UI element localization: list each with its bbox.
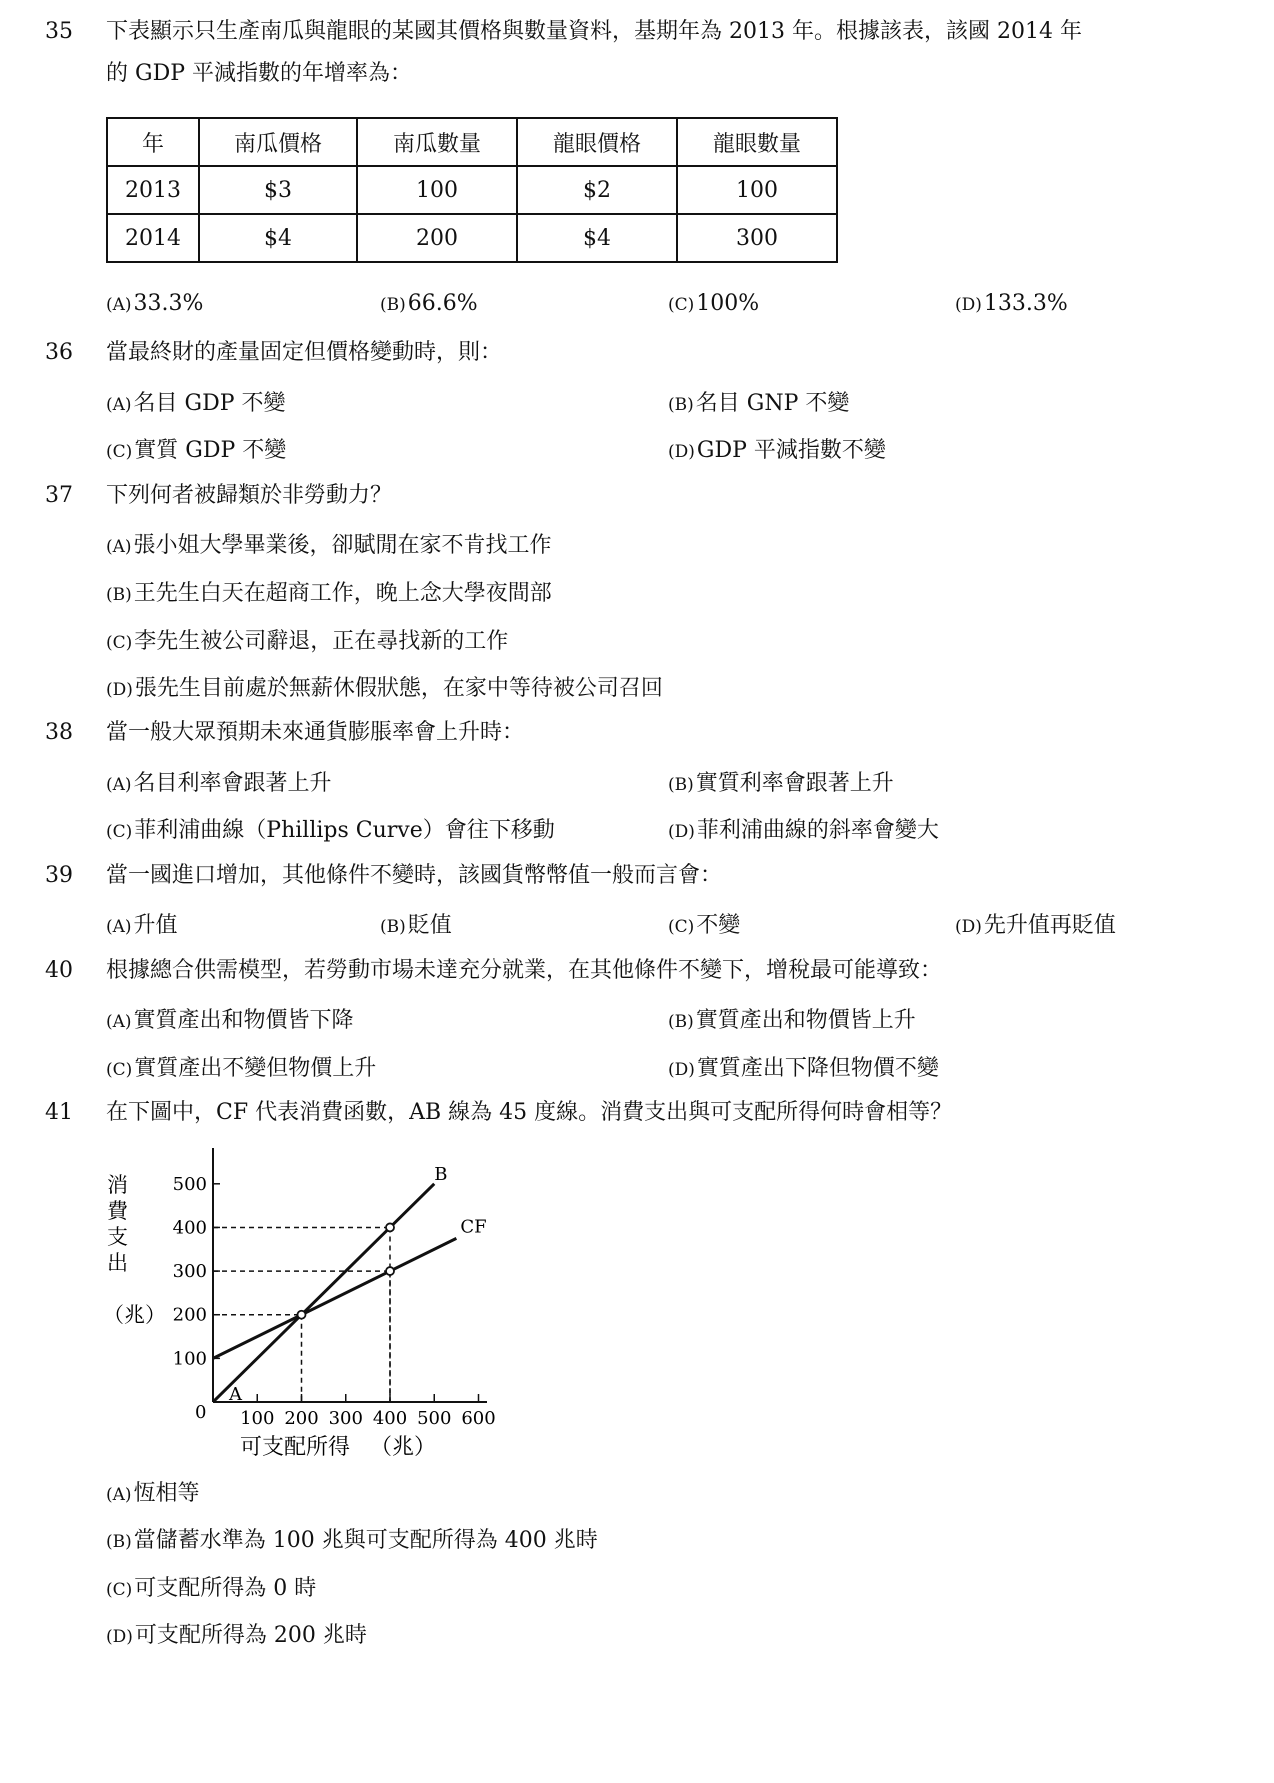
series-line-b — [213, 1184, 434, 1402]
y-tick-label: 300 — [172, 1261, 207, 1283]
option-text: 李先生被公司辭退，正在尋找新的工作 — [134, 629, 509, 654]
question-text: 根據總合供需模型，若勞動市場未達充分就業，在其他條件不變下，增稅最可能導致： — [106, 958, 943, 983]
option-label: (B) — [106, 1532, 132, 1552]
option-b[interactable] — [668, 386, 849, 417]
option-d[interactable] — [106, 671, 663, 702]
option-label: (A) — [106, 917, 132, 937]
option-b[interactable] — [380, 291, 478, 316]
table-row — [107, 166, 837, 214]
option-text: 名目利率會跟著上升 — [133, 771, 332, 796]
option-c[interactable] — [668, 291, 759, 316]
option-label: (D) — [106, 680, 133, 700]
option-c[interactable] — [106, 813, 555, 844]
question-number: 39 — [45, 863, 73, 888]
option-label: (B) — [106, 585, 132, 605]
option-b[interactable] — [380, 908, 452, 939]
option-text: 實質產出下降但物價不變 — [696, 1056, 939, 1081]
x-tick-label: 200 — [284, 1408, 319, 1429]
option-a[interactable] — [106, 1476, 200, 1507]
marked-point — [386, 1223, 394, 1231]
option-text: 名目 GNP 不變 — [695, 391, 850, 416]
option-b[interactable] — [106, 576, 552, 607]
table-cell: $4 — [517, 214, 677, 262]
option-text: 菲利浦曲線（Phillips Curve）會往下移動 — [134, 818, 555, 843]
y-tick-label: 500 — [172, 1173, 207, 1195]
option-d[interactable] — [668, 813, 939, 844]
table-row — [107, 214, 837, 262]
option-label: (C) — [106, 1060, 133, 1080]
x-axis-unit: （兆） — [370, 1435, 437, 1460]
option-label: (B) — [668, 1012, 694, 1032]
option-label: (B) — [668, 775, 694, 795]
origin-label: 0 — [195, 1402, 207, 1423]
option-c[interactable] — [106, 1051, 376, 1082]
option-label: (C) — [668, 917, 695, 937]
option-label: (B) — [668, 395, 694, 415]
option-a[interactable] — [106, 766, 332, 797]
option-label: (A) — [106, 1485, 132, 1505]
option-text: 實質產出和物價皆上升 — [695, 1008, 916, 1033]
x-tick-label: 600 — [461, 1408, 496, 1429]
option-label: (A) — [106, 537, 132, 557]
option-d[interactable] — [106, 1618, 367, 1649]
table-cell: 100 — [677, 166, 837, 214]
option-text: 當儲蓄水準為 100 兆與可支配所得為 400 兆時 — [133, 1528, 598, 1553]
question-text-line: 下表顯示只生產南瓜與龍眼的某國其價格與數量資料，基期年為 2013 年。根據該表，該國 2014 年 — [106, 19, 1082, 44]
table-cell: 300 — [677, 214, 837, 262]
option-text: 不變 — [696, 913, 741, 938]
option-text: 菲利浦曲線的斜率會變大 — [696, 818, 939, 843]
axis-ticks — [173, 1174, 496, 1429]
y-axis-label-char: 支 — [107, 1225, 128, 1249]
option-d[interactable] — [955, 291, 1068, 316]
option-c[interactable] — [106, 433, 286, 464]
consumption-function-chart — [95, 1140, 515, 1480]
y-axis-label — [107, 1173, 129, 1275]
option-text: 王先生白天在超商工作，晚上念大學夜間部 — [133, 581, 552, 606]
option-a[interactable] — [106, 528, 552, 559]
option-d[interactable] — [668, 433, 886, 464]
question-number: 38 — [45, 720, 73, 745]
table-cell: 2014 — [107, 214, 199, 262]
question-text: 當一國進口增加，其他條件不變時，該國貨幣幣值一般而言會： — [106, 863, 723, 888]
question-text — [106, 17, 1246, 89]
option-c[interactable] — [668, 908, 740, 939]
option-text: 名目 GDP 不變 — [133, 391, 286, 416]
question-text: 在下圖中，CF 代表消費函數，AB 線為 45 度線。消費支出與可支配所得何時會相等？ — [106, 1100, 953, 1125]
question-number: 41 — [45, 1100, 73, 1125]
y-axis-label-char: 消 — [107, 1173, 128, 1197]
option-text: 張先生目前處於無薪休假狀態，在家中等待被公司召回 — [134, 676, 663, 701]
option-label: (C) — [668, 295, 695, 315]
x-tick-label: 400 — [372, 1408, 408, 1429]
option-text: 恆相等 — [133, 1481, 200, 1506]
table-header-cell: 年 — [107, 118, 199, 166]
series-label: CF — [460, 1216, 487, 1238]
option-text: 33.3% — [133, 291, 204, 316]
question-text: 當一般大眾預期未來通貨膨脹率會上升時： — [106, 720, 525, 745]
option-a[interactable] — [106, 291, 203, 316]
table-cell: $4 — [199, 214, 357, 262]
table-cell: 100 — [357, 166, 517, 214]
question-text-line: 的 GDP 平減指數的年增率為： — [106, 61, 413, 86]
question-number: 36 — [45, 340, 73, 365]
option-text: 133.3% — [983, 291, 1068, 316]
option-label: (C) — [106, 442, 133, 462]
option-text: GDP 平減指數不變 — [696, 438, 886, 463]
y-axis-label-char: 出 — [107, 1251, 128, 1275]
option-label: (A) — [106, 1012, 132, 1032]
option-b[interactable] — [668, 766, 894, 797]
series-label: B — [434, 1163, 448, 1185]
option-label: (D) — [668, 822, 695, 842]
option-label: (A) — [106, 395, 132, 415]
option-text: 實質 GDP 不變 — [134, 438, 287, 463]
option-d[interactable] — [955, 908, 1116, 939]
option-b[interactable] — [106, 1523, 598, 1554]
chart-series — [213, 1164, 487, 1405]
option-c[interactable] — [106, 624, 508, 655]
question-number: 35 — [45, 19, 73, 44]
option-label: (B) — [380, 917, 406, 937]
option-label: (A) — [106, 295, 132, 315]
table-cell: 200 — [357, 214, 517, 262]
table-header-cell: 龍眼價格 — [517, 118, 677, 166]
option-a[interactable] — [106, 908, 178, 939]
option-c[interactable] — [106, 1571, 316, 1602]
x-axis-label: 可支配所得 — [240, 1435, 351, 1460]
option-label: (D) — [668, 442, 695, 462]
option-text: 100% — [696, 291, 760, 316]
x-tick-label: 300 — [328, 1408, 363, 1429]
option-text: 66.6% — [407, 291, 478, 316]
option-text: 可支配所得為 0 時 — [134, 1576, 317, 1601]
x-tick-label: 500 — [417, 1408, 452, 1429]
option-text: 先升值再貶值 — [983, 913, 1116, 938]
table-cell: $3 — [199, 166, 357, 214]
table-header-row — [107, 118, 837, 166]
option-label: (D) — [955, 917, 982, 937]
option-text: 升值 — [133, 913, 178, 938]
series-line-cf — [213, 1238, 456, 1358]
y-axis-unit: （兆） — [103, 1303, 166, 1327]
option-label: (C) — [106, 822, 133, 842]
option-a[interactable] — [106, 386, 286, 417]
option-label: (D) — [106, 1627, 133, 1647]
series-start-label: A — [229, 1384, 242, 1405]
marked-point — [386, 1267, 394, 1275]
table-cell: $2 — [517, 166, 677, 214]
table-header-cell: 龍眼數量 — [677, 118, 837, 166]
table-header-cell: 南瓜數量 — [357, 118, 517, 166]
option-text: 貶值 — [407, 913, 452, 938]
option-label: (A) — [106, 775, 132, 795]
option-a[interactable] — [106, 1003, 354, 1034]
table-header-cell: 南瓜價格 — [199, 118, 357, 166]
option-text: 實質利率會跟著上升 — [695, 771, 894, 796]
option-label: (B) — [380, 295, 406, 315]
option-label: (D) — [668, 1060, 695, 1080]
marked-point — [298, 1311, 306, 1319]
y-tick-label: 400 — [172, 1217, 207, 1239]
option-label: (C) — [106, 1580, 133, 1600]
y-axis-label-char: 費 — [107, 1199, 128, 1223]
table-cell: 2013 — [107, 166, 199, 214]
price-quantity-table — [106, 117, 838, 263]
option-text: 張小姐大學畢業後，卻賦閒在家不肯找工作 — [133, 533, 552, 558]
question-number: 40 — [45, 958, 73, 983]
question-text: 當最終財的產量固定但價格變動時，則： — [106, 340, 503, 365]
option-text: 實質產出不變但物價上升 — [134, 1056, 377, 1081]
option-text: 可支配所得為 200 兆時 — [134, 1623, 367, 1648]
option-label: (D) — [955, 295, 982, 315]
option-b[interactable] — [668, 1003, 916, 1034]
y-tick-label: 200 — [172, 1304, 207, 1326]
x-tick-label: 100 — [240, 1408, 275, 1429]
y-tick-label: 100 — [172, 1348, 207, 1370]
question-number: 37 — [45, 483, 73, 508]
option-d[interactable] — [668, 1051, 939, 1082]
option-label: (C) — [106, 633, 133, 653]
option-text: 實質產出和物價皆下降 — [133, 1008, 354, 1033]
question-text: 下列何者被歸類於非勞動力？ — [106, 483, 393, 508]
